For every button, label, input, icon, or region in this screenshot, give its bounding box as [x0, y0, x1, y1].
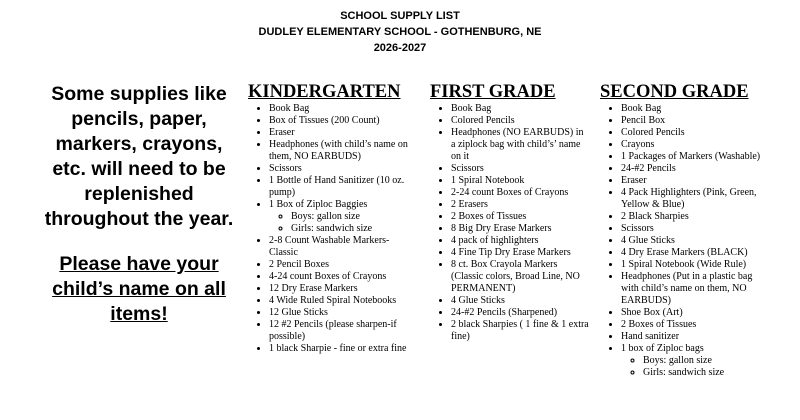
second-grade-list: [600, 103, 770, 379]
list-item: [621, 343, 770, 379]
list-item: • 4 Fine Tip Dry Erase Markers: [451, 247, 590, 259]
list-item: • 2 Boxes of Tissues: [621, 319, 770, 331]
list-item: • 12 #2 Pencils (please sharpen-if possible): [269, 319, 418, 343]
list-item: [269, 199, 418, 235]
supplies-note: [44, 82, 234, 327]
list-item: • 4-24 count Boxes of Crayons: [269, 271, 418, 283]
list-item: • Headphones (with child’s name on them, NO EARBUDS): [269, 139, 418, 163]
list-item: • Shoe Box (Art): [621, 307, 770, 319]
list-item: • 2-8 Count Washable Markers-Classic: [269, 235, 418, 259]
list-item: • 4 pack of highlighters: [451, 235, 590, 247]
list-item: • Pencil Box: [621, 115, 770, 127]
list-item: • Headphones (NO EARBUDS) in a ziplock bag with child’s’ name on it: [451, 127, 590, 163]
list-item: • Scissors: [451, 163, 590, 175]
sub-list-item: ◦ Girls: sandwich size: [291, 223, 418, 235]
replenish-note: Some supplies like pencils, paper, markers, crayons, etc. will need to be replenished throughout the year.: [44, 83, 234, 230]
list-item-label: 1 box of Ziploc bags: [621, 343, 704, 354]
list-item: • 1 black Sharpie - fine or extra fine: [269, 343, 418, 355]
list-item-label: 1 Box of Ziploc Baggies: [269, 199, 368, 210]
list-item: • 24-#2 Pencils (Sharpened): [451, 307, 590, 319]
sub-list-item: ◦ Boys: gallon size: [643, 355, 770, 367]
first-grade-list: [430, 103, 590, 343]
second-grade-heading: SECOND GRADE: [600, 82, 749, 102]
list-item: • Colored Pencils: [621, 127, 770, 139]
list-item: • 24-#2 Pencils: [621, 163, 770, 175]
school-year: 2026-2027: [373, 42, 427, 54]
first-grade-heading: FIRST GRADE: [430, 82, 556, 102]
kindergarten-list: [248, 103, 418, 355]
list-item: • 2 Pencil Boxes: [269, 259, 418, 271]
list-item: • 12 Dry Erase Markers: [269, 283, 418, 295]
list-item: • 12 Glue Sticks: [269, 307, 418, 319]
list-item: • 1 Spiral Notebook (Wide Rule): [621, 259, 770, 271]
list-item: • 2 Erasers: [451, 199, 590, 211]
list-item: • Headphones (Put in a plastic bag with child’s name on them, NO EARBUDS): [621, 271, 770, 307]
list-item: • 4 Pack Highlighters (Pink, Green, Yellow & Blue): [621, 187, 770, 211]
kindergarten-heading: KINDERGARTEN: [248, 82, 401, 102]
document-title: SCHOOL SUPPLY LIST: [340, 10, 460, 22]
school-name: DUDLEY ELEMENTARY SCHOOL - GOTHENBURG, NE: [258, 26, 542, 38]
list-item: • 1 Packages of Markers (Washable): [621, 151, 770, 163]
list-item: • Book Bag: [621, 103, 770, 115]
list-item: • Scissors: [269, 163, 418, 175]
list-item: • Scissors: [621, 223, 770, 235]
name-reminder: Please have your child’s name on all items!: [52, 253, 226, 325]
list-item: • Book Bag: [269, 103, 418, 115]
list-item: • Crayons: [621, 139, 770, 151]
kindergarten-column: [248, 82, 418, 355]
list-item: • 4 Dry Erase Markers (BLACK): [621, 247, 770, 259]
list-item: • Book Bag: [451, 103, 590, 115]
list-item: • 4 Glue Sticks: [621, 235, 770, 247]
list-item: • 4 Glue Sticks: [451, 295, 590, 307]
list-item: • 8 Big Dry Erase Markers: [451, 223, 590, 235]
list-item: • Eraser: [621, 175, 770, 187]
sub-list-item: ◦ Boys: gallon size: [291, 211, 418, 223]
page-header: [0, 8, 800, 56]
ziploc-sublist: [269, 211, 418, 235]
ziploc-sublist: [621, 355, 770, 379]
list-item: • 1 Spiral Notebook: [451, 175, 590, 187]
list-item: • 2 Boxes of Tissues: [451, 211, 590, 223]
list-item: • 2-24 count Boxes of Crayons: [451, 187, 590, 199]
first-grade-column: [430, 82, 590, 343]
sub-list-item: ◦ Girls: sandwich size: [643, 367, 770, 379]
list-item: • Eraser: [269, 127, 418, 139]
list-item: • 2 black Sharpies ( 1 fine & 1 extra fine): [451, 319, 590, 343]
list-item: • 8 ct. Box Crayola Markers (Classic colors, Broad Line, NO PERMANENT): [451, 259, 590, 295]
list-item: • Colored Pencils: [451, 115, 590, 127]
list-item: • 4 Wide Ruled Spiral Notebooks: [269, 295, 418, 307]
list-item: • 1 Bottle of Hand Sanitizer (10 oz. pump): [269, 175, 418, 199]
second-grade-column: [600, 82, 770, 379]
list-item: • 2 Black Sharpies: [621, 211, 770, 223]
list-item: • Hand sanitizer: [621, 331, 770, 343]
list-item: • Box of Tissues (200 Count): [269, 115, 418, 127]
